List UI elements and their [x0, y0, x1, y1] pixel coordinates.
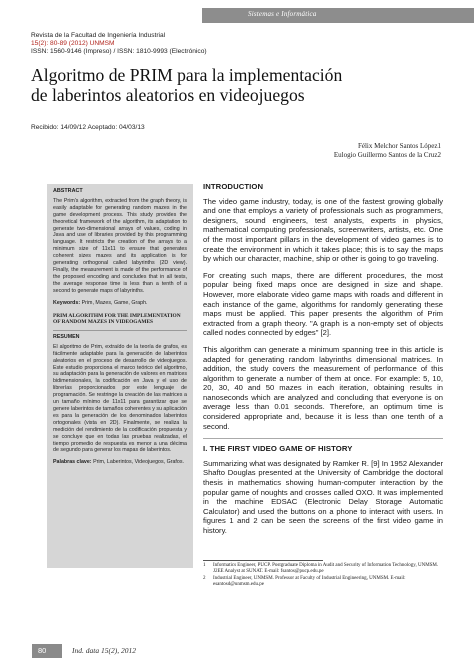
footnote-rule — [203, 560, 323, 561]
section-1-paragraph: Summarizing what was designated by Ramker R. [9] In 1952 Alexander Shafto Douglas presented at the University of Cambridge the doctoral thesis in mathematics showing human-computer interaction by the popular game of noughts and crosses called OXO. It was implemented in the machine EDSAC (Electronic Delay Storage Automatic Calculator) and used the buttons on a phone to interact with users. In figures 1 and 2 can be seen the screens of the first video game in history. — [203, 458, 443, 535]
palabras-clave-label: Palabras clave: — [53, 459, 92, 466]
resumen-text: El algoritmo de Prim, extraído de la teoría de grafos, es fácilmente adaptable para la generación de laberintos aleatorios en el proceso de desarrollo de videojuegos. Este estudio proporciona el marco teórico del algoritmo, su adaptación para la generación de valores en matrices bidimensionales, la codificación en Java y el uso de librerías proporcionados por este lenguaje de programación. Se restringe la creación de las matrices a un tamaño mínimo de 11x11 para garantizar que se genere laberintos de tamaños coherentes y su aplicación es para la generación de los denominados laberintos ortogonales (vista en 2D). Finalmente, se realiza la medición del rendimiento de la codificación propuesta y se concluye que en todas las pruebas realizadas, el tiempo promedio de respuesta es menor a una décima de segundo para generar los mapas de laberintos. — [53, 343, 187, 454]
footnote — [203, 563, 443, 575]
main-column — [203, 182, 443, 543]
article-title — [31, 66, 451, 106]
abstract-keywords — [53, 300, 187, 307]
footnote-number: 2 — [203, 576, 206, 582]
journal-name: Revista de la Facultad de Ingeniería Industrial — [31, 32, 166, 39]
journal-issn: ISSN: 1560-9146 (Impreso) / ISSN: 1810-9993 (Electrónico) — [31, 48, 207, 56]
journal-info — [31, 32, 207, 57]
title-line-1: Algoritmo de PRIM para la implementación — [31, 65, 343, 85]
footer-journal: Ind. data 15(2), 2012 — [72, 646, 136, 655]
section-label: Sistemas e Informática — [248, 10, 317, 18]
page-number: 80 — [38, 646, 47, 655]
section-divider — [203, 438, 443, 439]
palabras-clave-value: Prim, Laberintos, Videojuegos, Grafos. — [93, 459, 184, 466]
author-1: Félix Melchor Santos López1 — [357, 142, 441, 150]
intro-paragraph-3: This algorithm can generate a minimum spanning tree in this article is adapted for generating random labyrinths dimensional matrices. In addition, the study covers the measurement of performance of this algorithm to generate a number of them at once. For example: 5, 10, 20, 30, 40 and 50 mazes in each iteration, obtaining results in nanoseconds which are analyzed and concluding that everyone is on average less than 0.01 seconds. Therefore, an optimum time is considered appropriate and, because it is less than one tenth of a second. — [203, 344, 443, 431]
footnote-text: Informatics Engineer, PUCP. Postgraduate Diploma in Audit and Security of Information Technology, UNMSM. J2EE Analyst at SUNAT. E-mail: fsantos@pucp.edu.pe — [213, 563, 439, 575]
keywords-label: Keywords: — [53, 299, 81, 306]
intro-paragraph-2: For creating such maps, there are different procedures, the most popular being fixed maps once are designed in size and shape. However, more elaborate video game maps with roads and different in each instance of the game, algorithms for randomly generating these maps must be applied. This paper presents the algorithm of Prim extracted from a graph theory. "A graph is a non-empty set of objects called nodes connected by edges" [2]. — [203, 270, 443, 338]
intro-paragraph-1: The video game industry, today, is one of the fastest growing globally and one that employs a variety of professionals such as programmers, designers, sound engineers, test analysts, experts in physics, mathematical computing professionals, screenwriters, artists, etc. One of the most important pillars in the development of video games is to create the environment in which it takes place; this is to say the maps by which our character, machine, ship or other is going to go traveling. — [203, 196, 443, 264]
section-header-band — [202, 8, 474, 23]
english-title-caps: PRIM ALGORITHM FOR THE IMPLEMENTATION OF RANDOM MAZES IN VIDEOGAMES — [53, 312, 181, 326]
footnotes — [203, 563, 443, 589]
journal-volume: 15(2): 80-89 (2012) UNMSM — [31, 40, 115, 48]
footnote-text: Industrial Engineer, UNMSM. Professor at Faculty of Industrial Engineering, UNMSM. E-mail: esantosd@unmsm.edu.pe — [213, 576, 406, 588]
title-line-2: de laberintos aleatorios en videojuegos — [31, 84, 305, 105]
author-2: Eulogio Guillermo Santos de la Cruz2 — [333, 150, 441, 159]
footnote-number: 1 — [203, 563, 206, 568]
page-number-box — [32, 644, 62, 658]
keywords-value: Prim, Mazes, Game, Graph. — [81, 299, 148, 306]
received-dates: Recibido: 14/09/12 Aceptado: 04/03/13 — [31, 124, 145, 131]
author-list — [334, 142, 441, 160]
abstract-heading: ABSTRACT — [53, 188, 83, 194]
sidebar-divider — [53, 330, 187, 331]
footnote — [203, 576, 443, 588]
section-1-heading: I. THE FIRST VIDEO GAME OF HISTORY — [203, 444, 353, 454]
resumen-keywords — [53, 459, 187, 466]
intro-heading: INTRODUCTION — [203, 182, 264, 191]
abstract-sidebar — [47, 184, 193, 568]
abstract-text: The Prim's algorithm, extracted from the graph theory, is easily adaptable for generating random mazes in the game development process. This study provides the theoretical framework of the algorithm, its adaptation to generate two-dimensional arrays of values, coding in Java and use of libraries provided by this programming language. It restricts the creation of the arrays to a minimum size of 11x11 to ensure that generates coherent sizes mazes and its application is for generating orthogonal called labyrinths (2D view). Finally, the measurement is made of the performance of the proposed encoding and concludes that in all tests, the average response time is less than a tenth of a second to generate maps of labyrinths. — [53, 197, 187, 294]
resumen-heading: RESUMEN — [53, 333, 80, 340]
